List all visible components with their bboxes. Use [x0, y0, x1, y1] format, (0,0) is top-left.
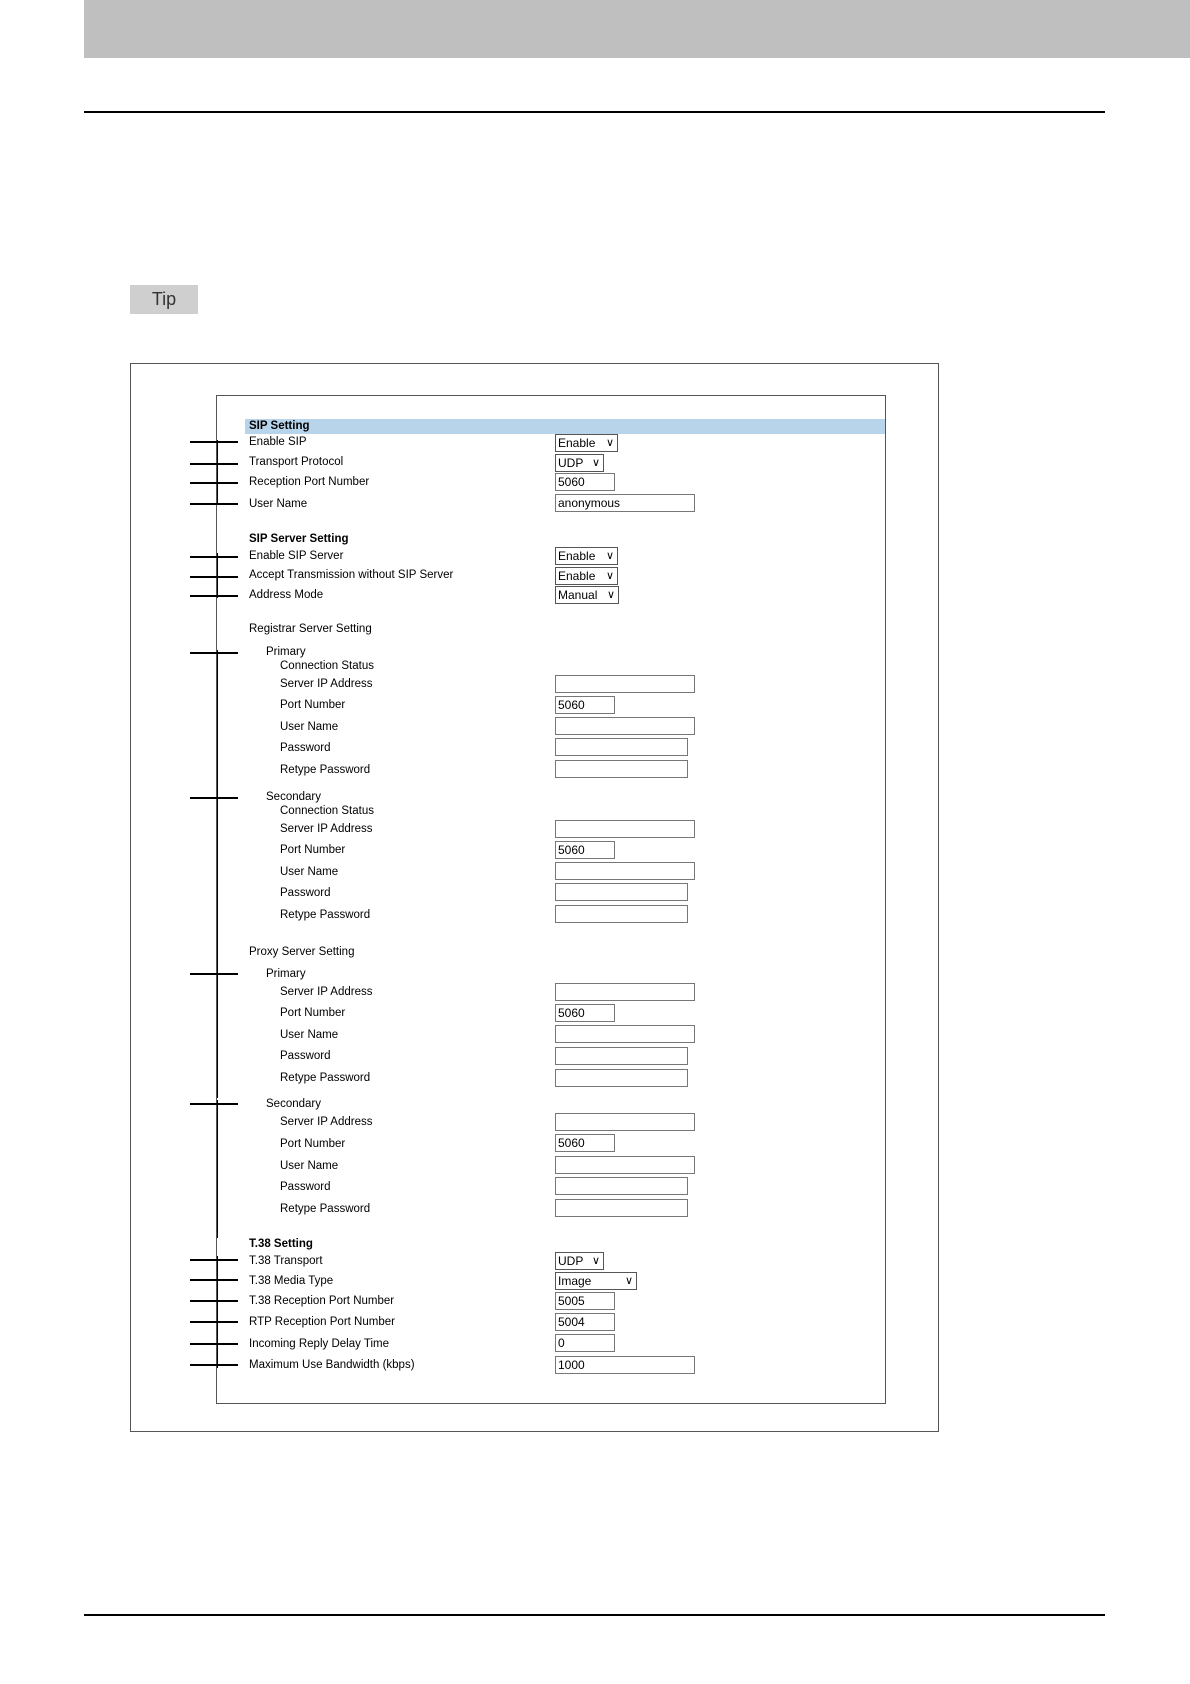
address-mode-value: Manual [558, 588, 598, 602]
header-rule [84, 111, 1105, 113]
chevron-down-icon: ∨ [624, 1275, 633, 1287]
proxy-secondary-password-label: Password [280, 1181, 331, 1193]
proxy-secondary-retype-password-input[interactable] [555, 1199, 688, 1217]
callout-line [190, 556, 238, 558]
chevron-down-icon: ∨ [606, 589, 615, 601]
proxy-primary-password-input[interactable] [555, 1047, 688, 1065]
transport-protocol-value: UDP [558, 456, 584, 470]
user-name-label: User Name [249, 498, 308, 510]
callout-line [190, 503, 238, 505]
enable-sip-server-value: Enable [558, 549, 596, 563]
t38-transport-value: UDP [558, 1254, 584, 1268]
callout-trunk [217, 796, 218, 974]
rtp-reception-port-number-input[interactable] [555, 1313, 615, 1331]
accept-transmission-select[interactable] [555, 567, 618, 585]
incoming-reply-delay-time-input[interactable] [555, 1334, 615, 1352]
registrar-primary-port-label: Port Number [280, 699, 346, 711]
callout-line [190, 797, 238, 799]
registrar-secondary-retype-password-input[interactable] [555, 905, 688, 923]
registrar-secondary-connection-status-label: Connection Status [280, 805, 374, 817]
t38-reception-port-number-input[interactable] [555, 1292, 615, 1310]
callout-line [190, 576, 238, 578]
footer-rule [84, 1614, 1105, 1616]
proxy-primary-heading: Primary [266, 968, 306, 980]
registrar-primary-user-name-label: User Name [280, 721, 339, 733]
chevron-down-icon: ∨ [605, 437, 614, 449]
accept-transmission-label: Accept Transmission without SIP Server [249, 569, 454, 581]
proxy-secondary-retype-password-label: Retype Password [280, 1203, 371, 1215]
t38-transport-label: T.38 Transport [249, 1255, 323, 1267]
chevron-down-icon: ∨ [591, 457, 600, 469]
callout-line [190, 973, 238, 975]
proxy-primary-password-label: Password [280, 1050, 331, 1062]
tip-badge: Tip [130, 285, 198, 314]
registrar-secondary-user-name-label: User Name [280, 866, 339, 878]
proxy-secondary-port-input[interactable] [555, 1134, 615, 1152]
registrar-secondary-server-ip-label: Server IP Address [280, 823, 373, 835]
reception-port-number-label: Reception Port Number [249, 476, 370, 488]
registrar-primary-retype-password-input[interactable] [555, 760, 688, 778]
proxy-server-setting-heading: Proxy Server Setting [249, 946, 355, 958]
address-mode-label: Address Mode [249, 589, 324, 601]
registrar-server-setting-heading: Registrar Server Setting [249, 623, 372, 635]
enable-sip-label: Enable SIP [249, 436, 307, 448]
callout-line [190, 463, 238, 465]
callout-trunk [217, 1256, 218, 1368]
registrar-primary-heading: Primary [266, 646, 306, 658]
enable-sip-server-label: Enable SIP Server [249, 550, 344, 562]
user-name-input[interactable] [555, 494, 695, 512]
page-header-bar [84, 0, 1190, 58]
registrar-secondary-password-input[interactable] [555, 883, 688, 901]
callout-trunk [217, 1100, 218, 1238]
registrar-secondary-heading: Secondary [266, 791, 321, 803]
chevron-down-icon: ∨ [605, 570, 614, 582]
accept-transmission-value: Enable [558, 569, 596, 583]
proxy-secondary-user-name-input[interactable] [555, 1156, 695, 1174]
section-title-sip-server-setting: SIP Server Setting [249, 533, 349, 545]
proxy-secondary-port-label: Port Number [280, 1138, 346, 1150]
proxy-secondary-password-input[interactable] [555, 1177, 688, 1195]
maximum-use-bandwidth-input[interactable] [555, 1356, 695, 1374]
callout-line [190, 482, 238, 484]
t38-media-type-value: Image [558, 1274, 592, 1288]
registrar-secondary-server-ip-input[interactable] [555, 820, 695, 838]
callout-line [190, 1103, 238, 1105]
registrar-primary-retype-password-label: Retype Password [280, 764, 371, 776]
t38-media-type-select[interactable] [555, 1272, 637, 1290]
t38-media-type-label: T.38 Media Type [249, 1275, 334, 1287]
enable-sip-select[interactable] [555, 434, 618, 452]
callout-trunk [217, 440, 218, 504]
callout-line [190, 595, 238, 597]
reception-port-number-input[interactable] [555, 473, 615, 491]
registrar-secondary-password-label: Password [280, 887, 331, 899]
chevron-down-icon: ∨ [591, 1255, 600, 1267]
proxy-primary-user-name-label: User Name [280, 1029, 339, 1041]
callout-line [190, 1300, 238, 1302]
t38-reception-port-number-label: T.38 Reception Port Number [249, 1295, 395, 1307]
proxy-primary-user-name-input[interactable] [555, 1025, 695, 1043]
registrar-secondary-port-label: Port Number [280, 844, 346, 856]
proxy-primary-port-input[interactable] [555, 1004, 615, 1022]
registrar-secondary-user-name-input[interactable] [555, 862, 695, 880]
rtp-reception-port-number-label: RTP Reception Port Number [249, 1316, 395, 1328]
proxy-primary-server-ip-input[interactable] [555, 983, 695, 1001]
callout-line [190, 1364, 238, 1366]
registrar-secondary-port-input[interactable] [555, 841, 615, 859]
proxy-secondary-heading: Secondary [266, 1098, 321, 1110]
callout-line [190, 1259, 238, 1261]
callout-trunk [217, 650, 218, 804]
callout-line [190, 441, 238, 443]
proxy-primary-retype-password-label: Retype Password [280, 1072, 371, 1084]
transport-protocol-label: Transport Protocol [249, 456, 344, 468]
chevron-down-icon: ∨ [605, 550, 614, 562]
enable-sip-server-select[interactable] [555, 547, 618, 565]
incoming-reply-delay-time-label: Incoming Reply Delay Time [249, 1338, 389, 1350]
address-mode-select[interactable] [555, 586, 619, 604]
proxy-primary-retype-password-input[interactable] [555, 1069, 688, 1087]
registrar-primary-server-ip-input[interactable] [555, 675, 695, 693]
section-title-t38-setting: T.38 Setting [249, 1238, 313, 1250]
proxy-secondary-user-name-label: User Name [280, 1160, 339, 1172]
t38-transport-select[interactable] [555, 1252, 604, 1270]
registrar-primary-password-label: Password [280, 742, 331, 754]
callout-line [190, 1279, 238, 1281]
section-title-sip-setting: SIP Setting [249, 420, 310, 432]
registrar-primary-password-input[interactable] [555, 738, 688, 756]
registrar-primary-user-name-input[interactable] [555, 717, 695, 735]
sip-setting-header-bar [245, 419, 885, 434]
proxy-secondary-server-ip-input[interactable] [555, 1113, 695, 1131]
registrar-secondary-retype-password-label: Retype Password [280, 909, 371, 921]
registrar-primary-connection-status-label: Connection Status [280, 660, 374, 672]
transport-protocol-select[interactable] [555, 454, 604, 472]
proxy-primary-server-ip-label: Server IP Address [280, 986, 373, 998]
callout-line [190, 1321, 238, 1323]
callout-line [190, 1343, 238, 1345]
enable-sip-value: Enable [558, 436, 596, 450]
callout-trunk [217, 970, 218, 1098]
proxy-secondary-server-ip-label: Server IP Address [280, 1116, 373, 1128]
registrar-primary-server-ip-label: Server IP Address [280, 678, 373, 690]
registrar-primary-port-input[interactable] [555, 696, 615, 714]
maximum-use-bandwidth-label: Maximum Use Bandwidth (kbps) [249, 1359, 415, 1371]
proxy-primary-port-label: Port Number [280, 1007, 346, 1019]
callout-line [190, 652, 238, 654]
